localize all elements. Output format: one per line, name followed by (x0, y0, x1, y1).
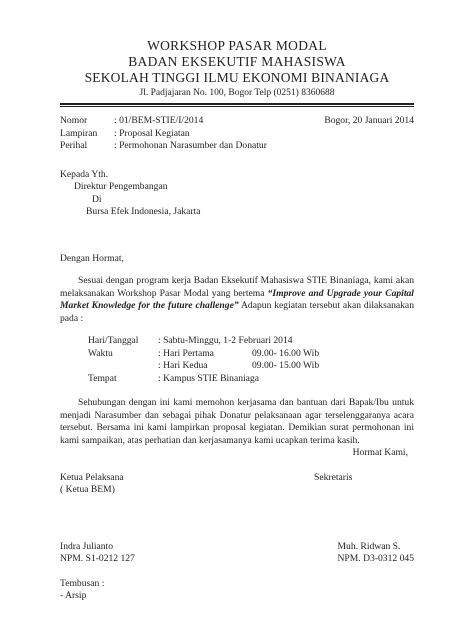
meta-value: : 01/BEM-STIE/I/2014 (114, 115, 204, 126)
body-paragraph-1 (60, 275, 414, 325)
recipient-place: Bursa Efek Indonesia, Jakarta (86, 206, 201, 217)
detail-row-hari (88, 335, 414, 348)
detail-time: 09.00- 16.00 Wib (252, 347, 320, 359)
signer-left-title: Ketua Pelaksana (60, 471, 124, 483)
signer-right-name: Muh. Ridwan S. (337, 540, 401, 552)
letter-meta (60, 115, 414, 153)
body-p1-end: Adapun kegiatan tersebut akan dilaksanakan pada : (60, 300, 414, 324)
meta-key: Lampiran (60, 127, 98, 139)
event-details (60, 335, 414, 385)
meta-key: Perihal (60, 140, 88, 151)
detail-value: : Sabtu-Minggu, 1-2 Februari 2014 (158, 335, 293, 346)
meta-row-lampiran (60, 128, 414, 141)
closing-salutation: Hormat Kami, (352, 447, 408, 458)
letterhead-line2: BADAN EKSEKUTIF MAHASISWA (128, 54, 346, 69)
meta-row-perihal (60, 140, 414, 153)
recipient-name: Direktur Pengembangan (74, 181, 168, 192)
meta-value: : Permohonan Narasumber dan Donatur (114, 140, 267, 151)
detail-day: : Hari Kedua (158, 360, 208, 371)
detail-row-waktu-1 (88, 348, 414, 361)
letterhead-line3: SEKOLAH TINGGI ILMU EKONOMI BINANIAGA (84, 70, 390, 85)
body-paragraph-2: Sehubungan dengan ini kami memohon kerjasama dan bantuan dari Bapak/Ibu untuk menjadi Narasumber dan sebagai pihak Donatur pelaksanaan agar terselenggaranya acara tersebut. Bersama ini kami lampirkan proposal kegiatan. Demikian surat permohonan ini kami sampaikan, atas perhatian dan kerjasamanya kami ucapkan terima kasih. (60, 397, 414, 446)
tembusan-item: - Arsip (60, 590, 87, 601)
meta-value: : Proposal Kegiatan (114, 127, 190, 139)
letterhead-rule-thin (60, 106, 414, 107)
detail-value: : Kampus STIE Binaniaga (158, 372, 259, 384)
tembusan-label: Tembusan : (60, 577, 105, 589)
tembusan-block (60, 578, 414, 603)
letterhead-address: Jl. Padjajaran No. 100, Bogor Telp (0251) 8360688 (139, 88, 335, 98)
detail-key: Tempat (88, 372, 117, 384)
detail-time: 09.00- 15.00 Wib (252, 360, 320, 371)
recipient-to: Kepada Yth. (60, 168, 109, 180)
letterhead (60, 0, 414, 107)
body-p1-theme: “Improve and Upgrade your Capital Market Knowledge for the future challenge” (60, 287, 414, 311)
recipient-block (60, 169, 414, 219)
signer-left-npm: NPM. S1-0212 127 (60, 553, 135, 564)
body-p1-start: Sesuai dengan program kerja Badan Eksekutif Mahasiswa STIE Binaniaga, kami akan melaksanakan Workshop Pasar Modal yang bertema (60, 275, 414, 299)
recipient-di: Di (92, 193, 102, 205)
signer-left-name: Indra Julianto (60, 540, 114, 552)
detail-key: Waktu (88, 347, 113, 359)
detail-row-tempat (88, 373, 414, 386)
greeting: Dengan Hormat, (60, 252, 124, 264)
detail-row-waktu-2 (88, 360, 414, 373)
detail-key: Hari/Tanggal (88, 335, 139, 346)
signer-right-npm: NPM. D3-0312 045 (337, 553, 414, 564)
signer-left-subtitle: ( Ketua BEM) (60, 484, 115, 495)
detail-day: : Hari Pertama (158, 347, 214, 359)
letterhead-line1: WORKSHOP PASAR MODAL (147, 38, 327, 53)
letterhead-rule (60, 103, 414, 105)
signature-titles (60, 472, 414, 497)
letter-date: Bogor, 20 Januari 2014 (324, 115, 414, 126)
signer-right-title: Sekretaris (314, 471, 353, 483)
meta-key: Nomor (60, 115, 88, 126)
signature-names (60, 541, 414, 566)
